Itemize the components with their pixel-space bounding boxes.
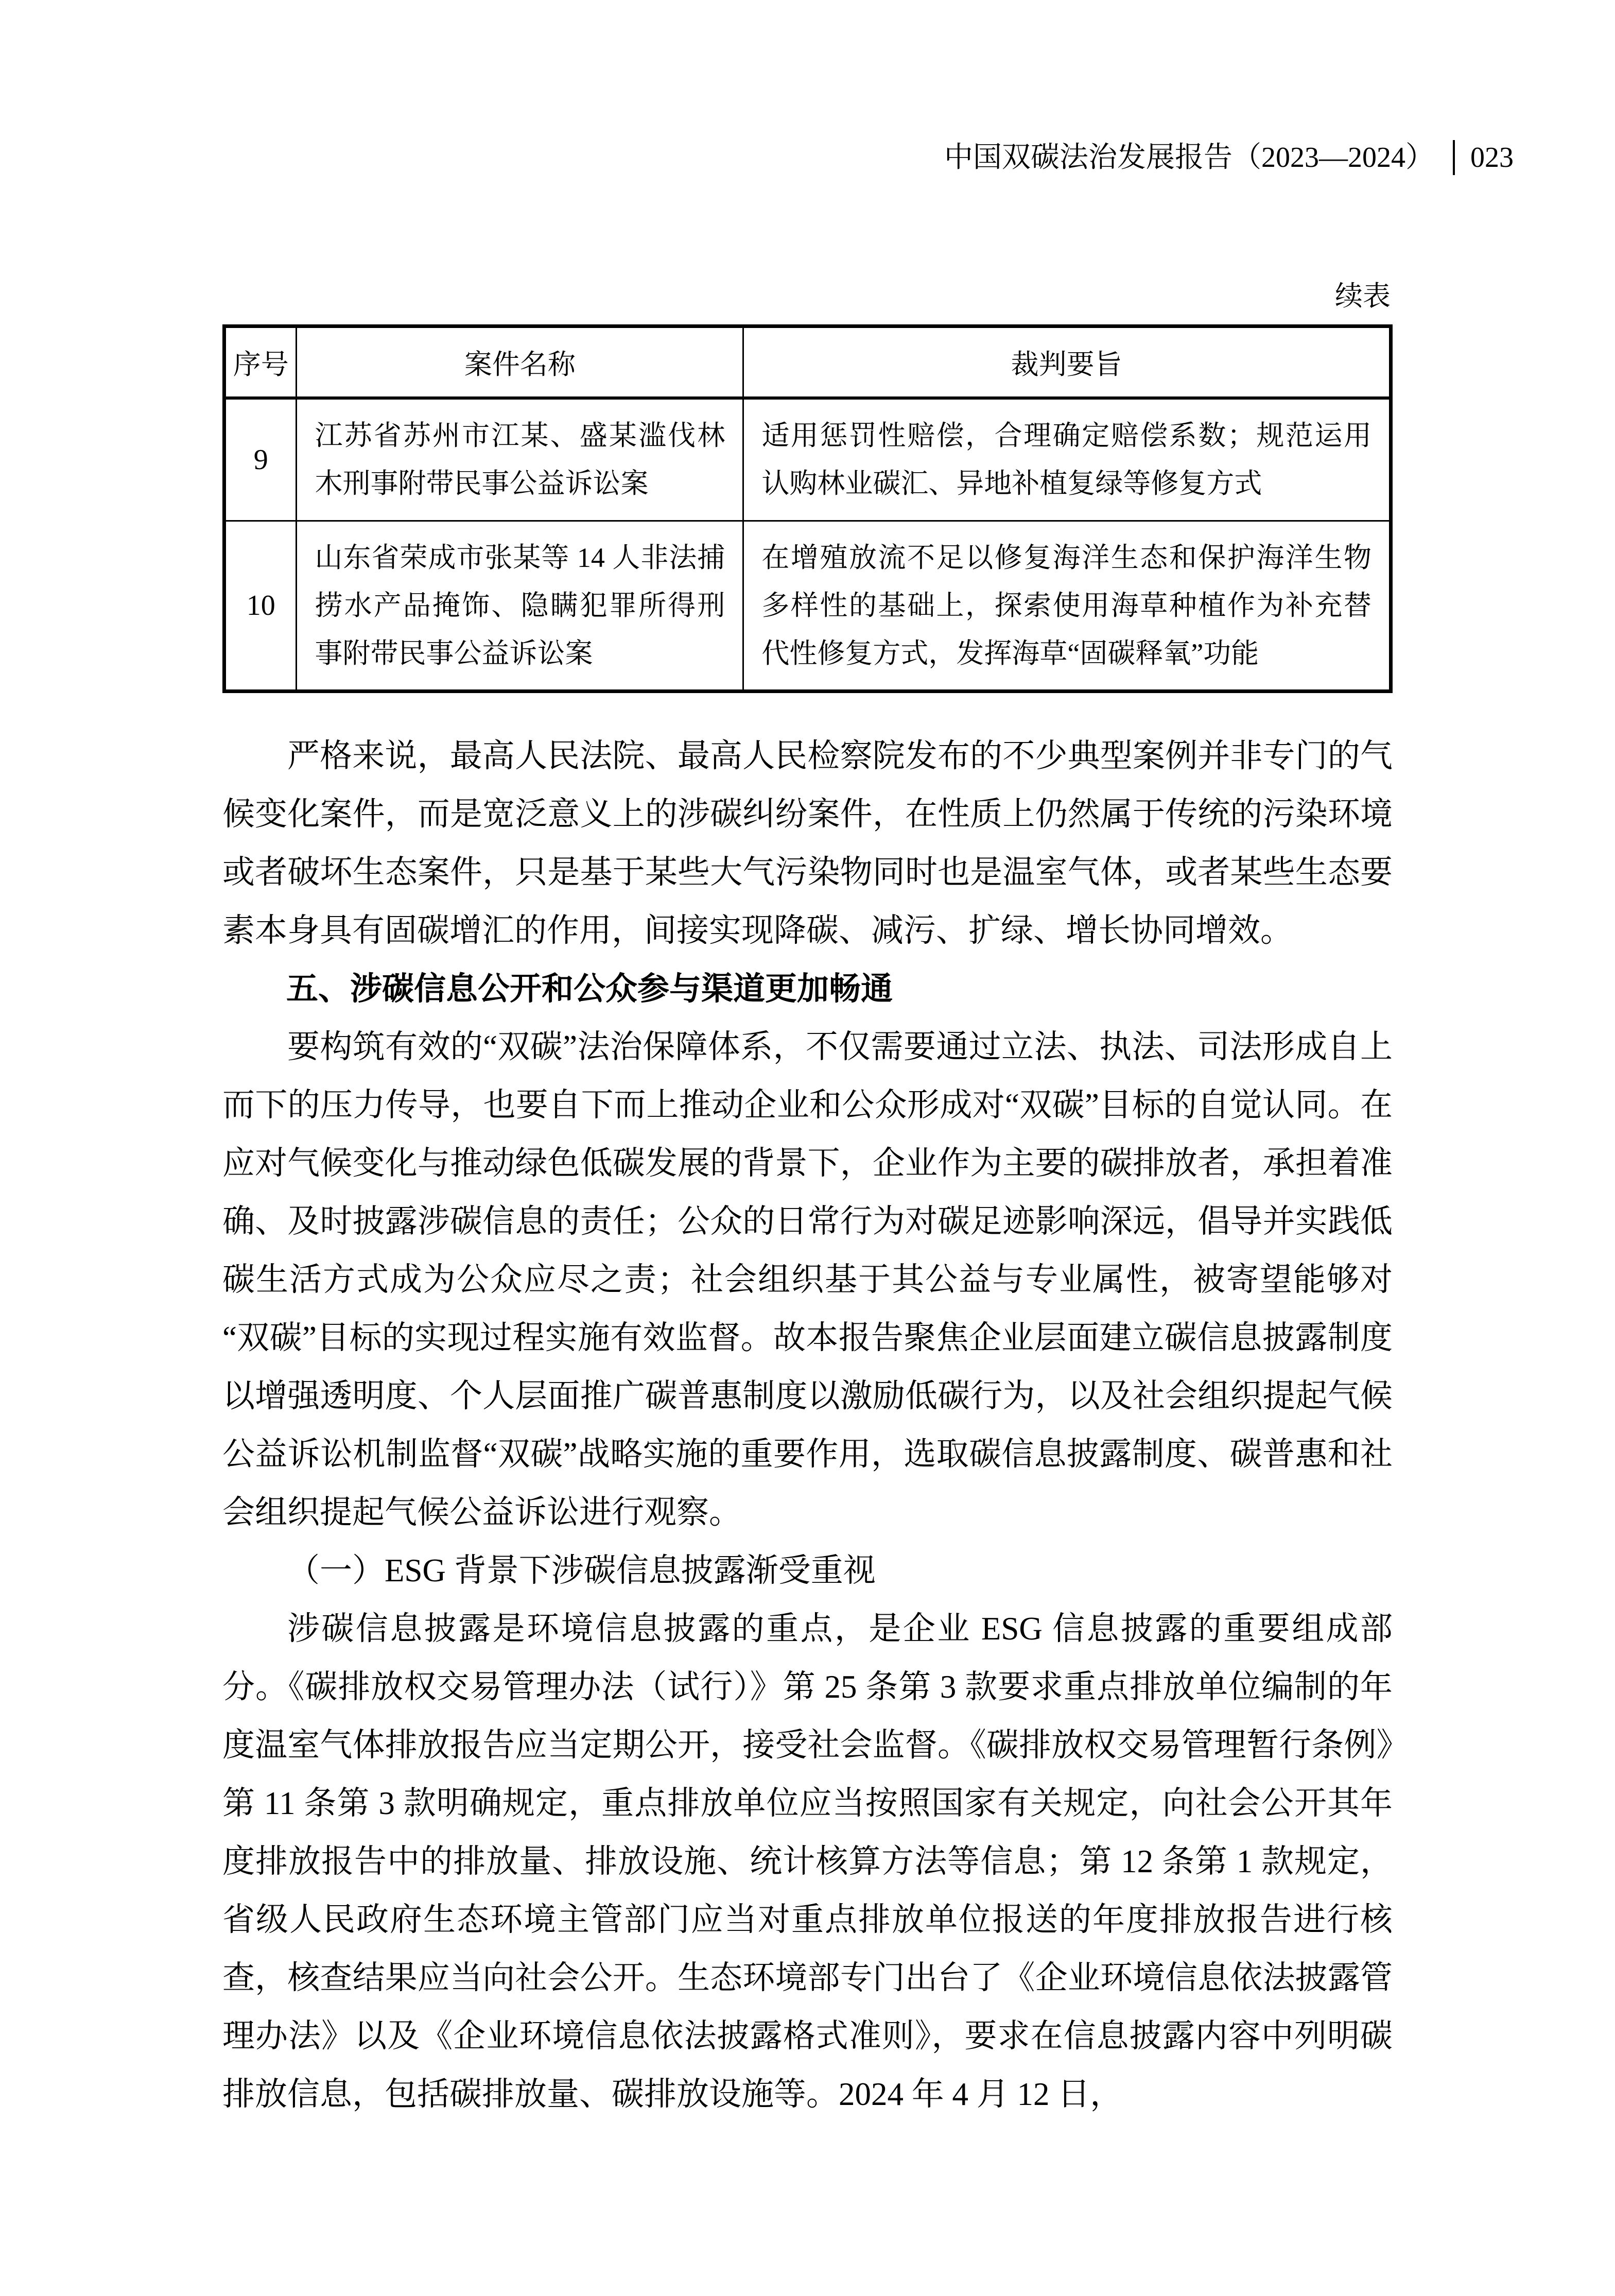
table-row [224,521,1391,692]
content-column [222,282,1393,2124]
case-name: 山东省荣成市张某等 14 人非法捕捞水产品掩饰、隐瞒犯罪所得刑事附带民事公益诉讼案 [297,521,743,692]
case-name: 江苏省苏州市江某、盛某滥伐林木刑事附带民事公益诉讼案 [297,398,743,521]
subsection-heading: （一）ESG 背景下涉碳信息披露渐受重视 [287,1552,876,1589]
book-title: 中国双碳法治发展报告（2023—2024） [944,142,1434,174]
section-heading: 五、涉碳信息公开和公众参与渠道更加畅通 [286,971,893,1007]
table-row [224,398,1391,521]
case-number: 10 [224,521,297,692]
paragraph: 严格来说，最高人民法院、最高人民检察院发布的不少典型案例并非专门的气候变化案件，而是宽泛意义上的涉碳纠纷案件，在性质上仍然属于传统的污染环境或者破坏生态案件，只是基于某些大气污染物同时也是温室气体，或者某些生态要素本身具有固碳增汇的作用，间接实现降碳、减污、扩绿、增长协同增效。 [222,738,1393,949]
column-header-case-name: 案件名称 [297,326,743,399]
running-head [944,140,1514,175]
continued-table-label: 续表 [1335,281,1391,312]
case-judgment-gist: 在增殖放流不足以修复海洋生态和保护海洋生物多样性的基础上，探索使用海草种植作为补充替代性修复方式，发挥海草“固碳释氧”功能 [743,521,1391,692]
paragraph: 涉碳信息披露是环境信息披露的重点，是企业 ESG 信息披露的重要组成部分。《碳排放权交易管理办法（试行）》第 25 条第 3 款要求重点排放单位编制的年度温室气体排放报告应当定期公开，接受社会监督。《碳排放权交易管理暂行条例》第 11 条第 3 款明确规定，重点排放单位应当按照国家有关规定，向社会公开其年度排放报告中的排放量、排放设施、统计核算方法等信息；第 12 条第 1 款规定，省级人民政府生态环境主管部门应当对重点排放单位报送的年度排放报告进行核查，核查结果应当向社会公开。生态环境部专门出台了《企业环境信息依法披露管理办法》以及《企业环境信息依法披露格式准则》，要求在信息披露内容中列明碳排放信息，包括碳排放量、碳排放设施等。2024 年 4 月 12 日， [222,1611,1393,2113]
column-header-case-number: 序号 [224,326,297,399]
case-number: 9 [224,398,297,521]
page-number: 023 [1470,142,1514,174]
case-judgment-gist: 适用惩罚性赔偿，合理确定赔偿系数；规范运用认购林业碳汇、异地补植复绿等修复方式 [743,398,1391,521]
paragraph: 要构筑有效的“双碳”法治保障体系，不仅需要通过立法、执法、司法形成自上而下的压力传导，也要自下而上推动企业和公众形成对“双碳”目标的自觉认同。在应对气候变化与推动绿色低碳发展的背景下，企业作为主要的碳排放者，承担着准确、及时披露涉碳信息的责任；公众的日常行为对碳足迹影响深远，倡导并实践低碳生活方式成为公众应尽之责；社会组织基于其公益与专业属性，被寄望能够对“双碳”目标的实现过程实施有效监督。故本报告聚焦企业层面建立碳信息披露制度以增强透明度、个人层面推广碳普惠制度以激励低碳行为，以及社会组织提起气候公益诉讼机制监督“双碳”战略实施的重要作用，选取碳信息披露制度、碳普惠和社会组织提起气候公益诉讼进行观察。 [222,1029,1393,1531]
body-text [222,727,1393,2124]
table-header-row [224,326,1391,399]
column-header-judgment-gist: 裁判要旨 [743,326,1391,399]
case-table [222,324,1393,693]
header-divider [1453,140,1455,175]
